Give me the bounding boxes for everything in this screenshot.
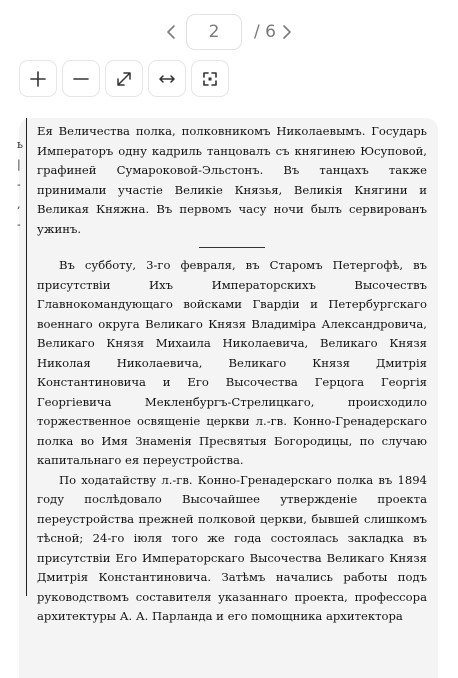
minus-icon (72, 70, 90, 88)
document-page (19, 118, 438, 678)
page-total (254, 22, 276, 42)
margin-mark: - (17, 218, 21, 231)
fit-width-icon (158, 70, 176, 88)
page-number-input[interactable] (186, 14, 242, 50)
paragraph-1: Ея Величества полка, полковникомъ Николаевымъ. Государь Императоръ одну кадриль танцовалъ съ княгинею Юсуповой, графиней Сумароковой-Эльстонъ. Въ танцахъ также принимали участіе Великіе Князья, Великія Княгини и Великая Княжна. Въ первомъ часу ночи былъ сервированъ ужинъ. (37, 124, 427, 236)
fit-width-button[interactable] (148, 60, 186, 97)
margin-mark: ь (17, 138, 23, 151)
chevron-left-icon (166, 24, 176, 40)
paragraph-2: Въ субботу, 3-го февраля, въ Старомъ Петергофѣ, въ присутствіи Ихъ Императорскихъ Высочествъ Главнокомандующаго войсками Гвардіи и Петербургскаго военнаго округа Великаго Князя Владиміра Александровича, Великаго Князя Михаила Николаевича, Великаго Князя Николая Николаевича, Великаго Князя Дмитрія Константиновича и Его Высочества Герцога Георгія Георгіевича Мекленбургъ-Стрелицкаго, происходило торжественное освященіе церкви л.-гв. Конно-Гренадерскаго полка во Имя Знаменія Пресвятыя Богородицы, по случаю капитальнаго ея переустройства. (37, 258, 427, 467)
zoom-in-button[interactable] (19, 60, 57, 97)
previous-page-button[interactable] (162, 17, 180, 47)
expand-button[interactable] (105, 60, 143, 97)
next-page-button[interactable] (278, 17, 296, 47)
chevron-right-icon (282, 24, 292, 40)
zoom-out-button[interactable] (62, 60, 100, 97)
viewer-toolbar (19, 60, 229, 98)
plus-icon (29, 70, 47, 88)
section-separator (199, 247, 265, 248)
margin-mark: , (17, 198, 21, 211)
fullscreen-icon (201, 70, 219, 88)
expand-diagonal-icon (115, 70, 133, 88)
paragraph-3: По ходатайству л.-гв. Конно-Гренадерскаго полка въ 1894 году послѣдовало Высочайшее утвержденіе проекта переустройства прежней полковой церкви, бывшей слишкомъ тѣсной; 24-го іюля того же года состоялась закладка въ присутствіи Его Императорскаго Высочества Великаго Князя Дмитрія Константиновича. Затѣмъ начались работы подъ руководствомъ составителя указаннаго проекта, профессора архитектуры А. А. Парланда и его помощника архитектора (37, 472, 427, 623)
margin-mark: - (17, 178, 21, 191)
column-rule (26, 118, 27, 596)
margin-mark: | (17, 158, 21, 171)
fullscreen-button[interactable] (191, 60, 229, 97)
page-navigator (0, 13, 458, 51)
document-text (37, 118, 427, 627)
page-total-label: / 6 (254, 22, 276, 42)
